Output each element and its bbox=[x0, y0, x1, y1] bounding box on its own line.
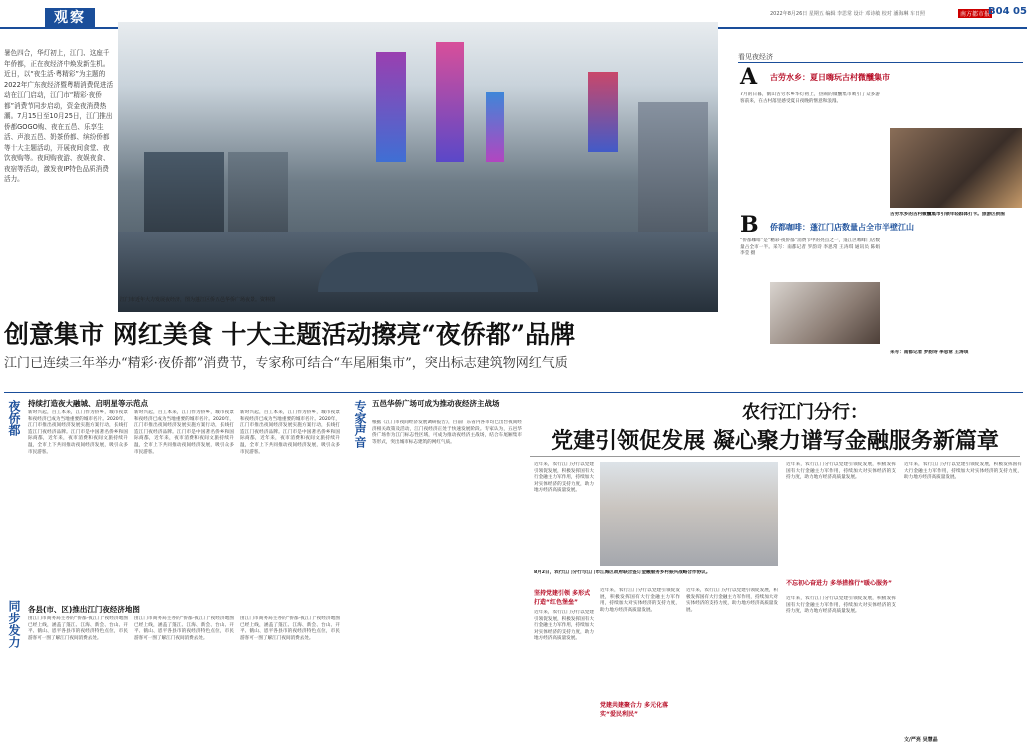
cafe-photo bbox=[770, 282, 880, 344]
village-market-photo bbox=[890, 128, 1022, 208]
right-kicker: 看见夜经济 bbox=[738, 53, 773, 61]
bank-subtitle-2: 党建共建聚合力 多元化落实“爱民利民” bbox=[600, 702, 669, 718]
bank-ad-col-d: 近年来，农行江门分行以党建引领促发展，积极发挥国有大行金融主力军作用，持续加大对实体经济的支持力度，助力地方经济高质量发展。 bbox=[786, 462, 896, 481]
bank-photo-caption: 8月2日，农行江门分行与江门市江海区政府联合签订金融服务乡村振兴战略合作协议。 bbox=[534, 570, 711, 575]
bank-ad-rule bbox=[530, 456, 1020, 457]
section-1-col-3: 新时兴起，百工本来，江门作为侨乡，城市夜景和夜经济已成为当地重要的城市名片。2020年，江门市推出夜间经济发展实施方案行动，长线打造江门夜经济品牌。江门市是中国著名侨乡和国际商都，近年来，夜市消费和夜间文旅持续升温，全市上下共同推动夜间经济发展，吸引众多市民游客。 bbox=[240, 410, 340, 455]
bank-ad-title-1: 农行江门分行： bbox=[742, 402, 868, 423]
section-3-title: 五邑华侨广场可成为推动夜经济主战场 bbox=[372, 399, 500, 408]
right-rule bbox=[738, 62, 1023, 63]
vertical-label-sync: 同步发力 bbox=[7, 600, 21, 648]
bank-subtitle-3: 不忘初心奋进力 多举措推行“暖心服务” bbox=[786, 580, 892, 587]
night-city-photo bbox=[118, 22, 718, 312]
vertical-label-night: 夜侨都 bbox=[7, 400, 21, 436]
bank-ad-body-1: 近年来，农行江门分行以党建引领促发展，积极发挥国有大行金融主力军作用，持续加大对实体经济的支持力度，助力地方经济高质量发展。 bbox=[534, 462, 594, 494]
signing-ceremony-photo bbox=[600, 462, 778, 566]
subheadline: 江门已连续三年举办“精彩·夜侨都”消费节，专家称可结合“车尾厢集市”，突出标志建筑物网红气质 bbox=[4, 356, 568, 371]
photo-caption: 江门市近年大力发展夜经济，图为蓬江区侨五邑华侨广场夜景。资料图 bbox=[120, 297, 276, 303]
brand: 南方都市报 bbox=[960, 11, 991, 18]
vertical-label-expert: 专家声音 bbox=[353, 400, 367, 448]
story-a-title: 古劳水乡：夏日嗨玩古村微醺集市 bbox=[770, 73, 890, 82]
lead-sidebar-text: 暑色四合，华灯初上，江门、这座千年侨都，正在夜经济中焕发新生机。近日，以“夜生活·粤精彩”为主题的2022年广东夜经济暨粤精消费促进活动在江门启动，江门市“精彩·夜侨都”消费节同步启动，资金夜消费热潮。7月15日至10月25日，江门推出侨都GOGO购、夜在五邑、乐享生活、声浪五邑、奶茶侨都、缤纷侨都等十大主题活动，开展夜间食堂、夜饮夜购等。夜间购夜游、夜娱夜食、夜宿等活动，激发夜IP特色品质消费活力。 bbox=[4, 49, 114, 183]
page-number: B04 05 bbox=[988, 6, 1027, 17]
section-tag: 观察 bbox=[45, 8, 95, 28]
section-2-col-1: 由江门市商务局主办的“侨都·夜江门”夜经济地图已经上线，涵盖了蓬江、江海、新会、台山、开平、鹤山、恩平各县市的夜经济特色点位，市民游客可一图了解江门夜间消费去处。 bbox=[28, 616, 128, 641]
bank-ad-title-2: 党建引领促发展 凝心聚力谱写金融服务新篇章 bbox=[551, 428, 999, 454]
section-1-col-2: 新时兴起，百工本来，江门作为侨乡，城市夜景和夜经济已成为当地重要的城市名片。2020年，江门市推出夜间经济发展实施方案行动，长线打造江门夜经济品牌。江门市是中国著名侨乡和国际商都，近年来，夜市消费和夜间文旅持续升温，全市上下共同推动夜间经济发展，吸引众多市民游客。 bbox=[134, 410, 234, 455]
story-b-body: “侨都咖啡”是“精彩·夜侨都”消费节中的亮点之一，蓬江区咖啡门店数量占全市一半。采写：南都记者 罗韵诗 李思常 王涛琪 通讯员 陈娟 李莹 摄 bbox=[740, 238, 880, 257]
story-a-letter: A bbox=[740, 64, 758, 90]
story-a-body: 7月的日暮，鹤山古劳水乡华灯初上，热闹的微醺集市吸引了众多游客前来，在古村落里感受夏日夜晚的惬意和浪漫。 bbox=[740, 92, 880, 104]
story-a-caption: 古劳水乡的古村微醺集市引领年轻群体打卡。旅游区供图 bbox=[890, 212, 1005, 217]
story-b-byline: 采写：南都记者 罗韵诗 李思常 王涛琪 bbox=[890, 350, 969, 355]
bank-ad-col-a: 近年来，农行江门分行以党建引领促发展，积极发挥国有大行金融主力军作用，持续加大对实体经济的支持力度，助力地方经济高质量发展。 bbox=[534, 610, 594, 642]
section-3-body: 根据《江门市夜间经济发展调研报告》，目前广东省内各市均已出台夜间经济相关政策及活动，江门夜经济正处于快速发展阶段。专家认为，五邑华侨广场作为江门标志性区域，可成为推动夜经济主战场，结合车尾厢集市等形式，突出城市标志建筑的网红气质。 bbox=[372, 420, 522, 445]
section-1-col-1: 新时兴起，百工本来，江门作为侨乡，城市夜景和夜经济已成为当地重要的城市名片。2020年，江门市推出夜间经济发展实施方案行动，长线打造江门夜经济品牌。江门市是中国著名侨乡和国际商都，近年来，夜市消费和夜间文旅持续升温，全市上下共同推动夜间经济发展，吸引众多市民游客。 bbox=[28, 410, 128, 455]
section-2-title: 各县(市、区)推出江门夜经济地图 bbox=[28, 605, 140, 614]
headline-rule bbox=[4, 392, 1023, 393]
bank-ad-col-f: 近年来，农行江门分行以党建引领促发展，积极发挥国有大行金融主力军作用，持续加大对实体经济的支持力度，助力地方经济高质量发展。 bbox=[904, 462, 1022, 481]
bank-subtitle-1: 坚持党建引领 多形式打造“红色堡垒” bbox=[534, 590, 591, 606]
section-1-title: 持续打造夜大融城、启明星等示范点 bbox=[28, 399, 148, 408]
story-b-title: 侨都咖啡：蓬江门店数量占全市半壁江山 bbox=[770, 223, 914, 232]
bank-ad-col-b: 近年来，农行江门分行以党建引领促发展，积极发挥国有大行金融主力军作用，持续加大对实体经济的支持力度，助力地方经济高质量发展。 bbox=[600, 588, 680, 613]
bank-ad-byline: 文/严亮 吴慧晶 bbox=[904, 737, 938, 743]
section-2-col-3: 由江门市商务局主办的“侨都·夜江门”夜经济地图已经上线，涵盖了蓬江、江海、新会、台山、开平、鹤山、恩平各县市的夜经济特色点位，市民游客可一图了解江门夜间消费去处。 bbox=[240, 616, 340, 641]
headline: 创意集市 网红美食 十大主题活动擦亮“夜侨都”品牌 bbox=[4, 320, 576, 349]
bank-ad-col-c: 近年来，农行江门分行以党建引领促发展，积极发挥国有大行金融主力军作用，持续加大对实体经济的支持力度，助力地方经济高质量发展。 bbox=[686, 588, 778, 613]
bank-ad-col-e: 近年来，农行江门分行以党建引领促发展，积极发挥国有大行金融主力军作用，持续加大对实体经济的支持力度，助力地方经济高质量发展。 bbox=[786, 596, 896, 615]
issue-info: 2022年8月26日 星期五 编辑 李思常 设计 邓诗敏 校对 潘海琳 车日照 bbox=[770, 11, 925, 17]
story-b-letter: B bbox=[740, 212, 759, 238]
section-2-col-2: 由江门市商务局主办的“侨都·夜江门”夜经济地图已经上线，涵盖了蓬江、江海、新会、台山、开平、鹤山、恩平各县市的夜经济特色点位，市民游客可一图了解江门夜间消费去处。 bbox=[134, 616, 234, 641]
